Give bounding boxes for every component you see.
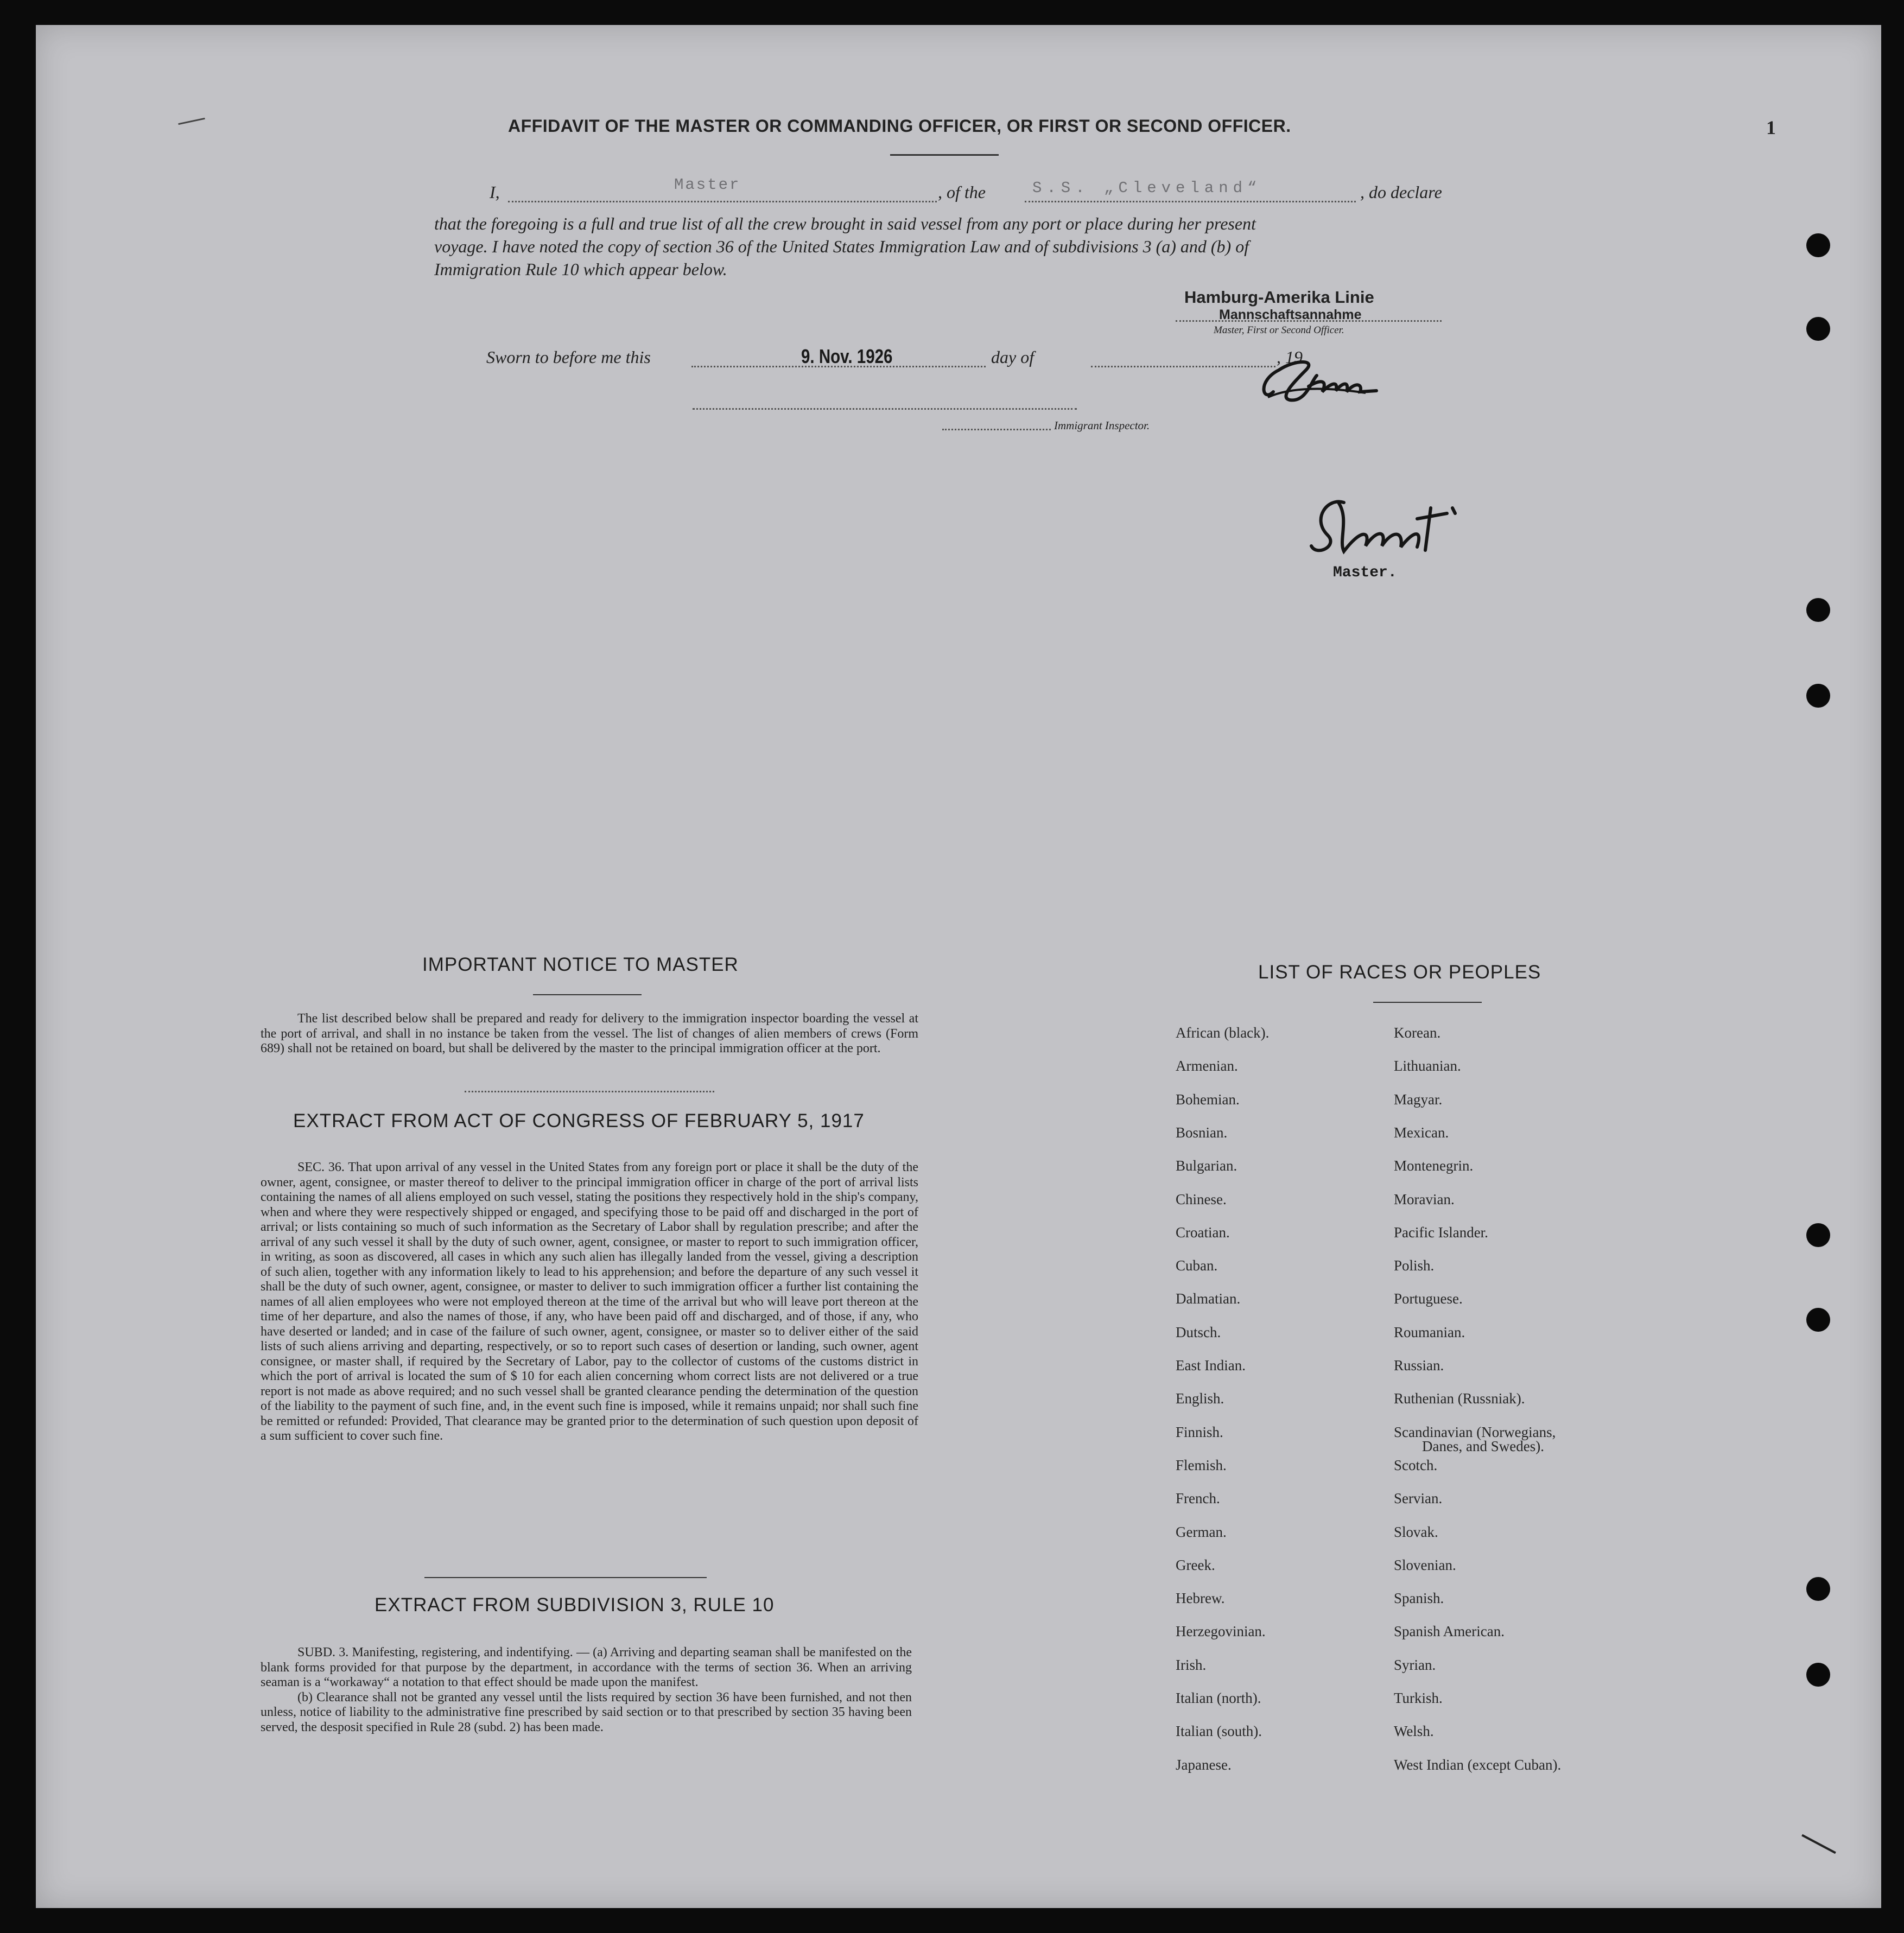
race-item: Korean. [1394,1025,1441,1041]
race-item: Cuban. [1176,1257,1218,1274]
notice-end-line [465,1091,714,1092]
day-of-label: day of [991,347,1034,367]
race-item: Dutsch. [1176,1324,1221,1340]
race-item: Slovak. [1394,1523,1438,1540]
race-item: German. [1176,1523,1227,1540]
subdivision-b-paragraph: (b) Clearance shall not be granted any vessel until the lists required by section 36 have been furnished, and not then unless, notice of liability to the administrative fine prescribed by said section or to that prescribed by section 35 having been served, the desposit specified in Rule 28 (subd. 2) has been made. [261,1690,912,1734]
company-stamp: Hamburg-Amerika Linie [1184,288,1374,307]
race-item: Mexican. [1394,1124,1449,1141]
act-extract-body [261,1160,918,1444]
officer-signature-line [1176,320,1442,322]
race-item: Finnish. [1176,1423,1223,1440]
race-item: African (black). [1176,1025,1270,1041]
declaration-line-4: Immigration Rule 10 which appear below. [434,259,727,279]
declaration-line-2: that the foregoing is a full and true list of all the crew brought in said vessel from any port or place during her present [434,214,1256,233]
race-item: Bosnian. [1176,1124,1228,1141]
binder-hole [1806,317,1830,341]
race-item: Portuguese. [1394,1290,1463,1307]
race-item: Scandinavian (Norwegians, [1394,1423,1556,1440]
corner-mark [178,118,205,125]
ship-name-line [1025,201,1356,202]
race-item: Greek. [1176,1556,1215,1573]
binder-hole [1806,598,1830,622]
race-item: Russian. [1394,1357,1444,1374]
race-item: Lithuanian. [1394,1058,1461,1074]
act-divider [424,1577,707,1578]
race-item: Croatian. [1176,1224,1230,1241]
race-item: Polish. [1394,1257,1435,1274]
race-item: Chinese. [1176,1191,1227,1207]
races-divider [1373,1002,1482,1003]
race-item: Italian (south). [1176,1723,1262,1740]
binder-hole [1806,1308,1830,1332]
race-item: Japanese. [1176,1756,1232,1773]
race-item: Montenegrin. [1394,1158,1474,1174]
page-mark: 1 [1766,117,1776,138]
declarant-name-line [508,201,937,202]
sworn-prefix: Sworn to before me this [486,347,651,367]
race-item: Armenian. [1176,1058,1238,1074]
races-right-column [1394,1025,1665,1839]
race-item: Servian. [1394,1490,1443,1507]
race-item: Welsh. [1394,1723,1434,1740]
race-item: Irish. [1176,1656,1207,1673]
declarant-rank: Master [674,176,741,194]
race-item: Turkish. [1394,1690,1443,1706]
officer-signature [1257,348,1382,408]
race-item: Scotch. [1394,1457,1438,1473]
notice-title: IMPORTANT NOTICE TO MASTER [422,954,739,975]
declarant-prefix: I, [490,182,500,202]
race-item: West Indian (except Cuban). [1394,1756,1562,1773]
race-item: Bohemian. [1176,1091,1240,1108]
do-declare-label: , do declare [1360,182,1442,202]
binder-hole [1806,1223,1830,1247]
subdivision-a-paragraph: SUBD. 3. Manifesting, registering, and indentifying. — (a) Arriving and departing seaman shall be manifested on the blank forms provided for that purpose by the department, in accordance with the terms of section 36. When an arriving seaman is a “workaway“ a notation to that effect should be made upon the manifest. [261,1645,912,1689]
section-36-paragraph: SEC. 36. That upon arrival of any vessel in the United States from any foreign port or place it shall be the duty of the owner, agent, consignee, or master thereof to deliver to the principal immigration officer in charge of the port of arrival lists containing the names of all aliens employed on such vessel, stating the positions they respectively hold in the ship's company, when and where they were respectively shipped or engaged, and specifying those to be paid off and discharged in the port of arrival; or lists containing so much of such information as the Secretary of Labor shall by regulation prescribe; and after the arrival of any such vessel it shall by the duty of such owner, agent, consignee, or master to report to such immigration officer, in writing, as soon as discovered, all cases in which any such alien has illegally landed from the vessel, giving a description of such alien, together with any information likely to lead to his apprehension; and before the departure of any such vessel it shall be the duty of such owner, agent, consignee, or master to deliver to such immigration officer a further list containing the names of all alien employees who were not employed thereon at the time of the arrival but who will leave port thereon at the time of her departure, and also the names of those, if any, who have been paid off and discharged, and of those, if any, who have deserted or landed; and in case of the failure of such owner, agent, consignee, or master so to deliver either of the said lists of such aliens arriving and departing, respectively, or so to report such cases of desertion or landing, such owner, agent consignee, or master shall, if required by the Secretary of Labor, pay to the collector of customs of the customs district in which the port of arrival is located the sum of $ 10 for each alien concerning whom correct lists are not delivered or a true report is not made as above required; and no such vessel shall be granted clearance pending the determination of the question of the liability to the payment of such fine, and, in the event such fine is imposed, while it remains unpaid; nor shall such fine be remitted or refunded: Provided, That clearance may be granted prior to the determination of such question upon deposit of a sum sufficient to cover such fine. [261,1160,918,1443]
officer-caption: Master, First or Second Officer. [1214,325,1344,336]
race-item: Magyar. [1394,1091,1443,1108]
sworn-date-stamp: 9. Nov. 1926 [801,345,893,367]
rule-extract-title: EXTRACT FROM SUBDIVISION 3, RULE 10 [375,1594,775,1616]
race-item: Ruthenian (Russniak). [1394,1390,1525,1407]
title-divider [890,154,999,156]
rule-extract-body [261,1645,912,1735]
race-item: English. [1176,1390,1224,1407]
notice-paragraph: The list described below shall be prepared and ready for delivery to the immigration inspector boarding the vessel at the port of arrival, and shall in no instance be taken from the vessel. The list of changes of alien members of crews (Form 689) shall not be retained on board, but shall be delivered by the master to the principal immigration officer at the port. [261,1012,918,1055]
race-item: Italian (north). [1176,1690,1261,1706]
race-item-continuation: Danes, and Swedes). [1422,1438,1544,1454]
year-prefix: , 19 [1277,347,1303,367]
races-title: LIST OF RACES OR PEOPLES [1258,962,1541,983]
race-item: Moravian. [1394,1191,1455,1207]
inspector-signature-line [693,408,1077,410]
of-the-label: , of the [938,182,986,202]
race-item: French. [1176,1490,1220,1507]
race-item: Dalmatian. [1176,1290,1241,1307]
race-item: Spanish American. [1394,1623,1505,1640]
race-item: Herzegovinian. [1176,1623,1266,1640]
race-item: Slovenian. [1394,1556,1456,1573]
race-item: Pacific Islander. [1394,1224,1488,1241]
declaration-line-3: voyage. I have noted the copy of section 36 of the United States Immigration Law and of subdivisions 3 (a) and (b) of [434,237,1249,256]
binder-hole [1806,1577,1830,1601]
race-item: Bulgarian. [1176,1158,1237,1174]
race-item: Roumanian. [1394,1324,1465,1340]
sworn-line [486,347,1355,380]
race-item: Flemish. [1176,1457,1227,1473]
inspector-caption-line [942,429,1051,430]
document-page [36,25,1881,1908]
races-left-column [1176,1025,1371,1839]
affidavit-title: AFFIDAVIT OF THE MASTER OR COMMANDING OFFICER, OR FIRST OR SECOND OFFICER. [508,116,1291,136]
notice-body [261,1012,918,1057]
race-item: Syrian. [1394,1656,1436,1673]
act-extract-title: EXTRACT FROM ACT OF CONGRESS OF FEBRUARY 5, 1917 [293,1110,865,1131]
department-stamp: Mannschaftsannahme [1219,307,1362,322]
binder-hole [1806,684,1830,708]
binder-hole [1806,1663,1830,1687]
ship-name: S.S. „Cleveland“ [1032,179,1262,197]
notice-divider [533,994,642,995]
race-item: Hebrew. [1176,1590,1225,1607]
corner-mark [1801,1834,1836,1854]
race-item: East Indian. [1176,1357,1246,1374]
inspector-caption: Immigrant Inspector. [1054,419,1150,432]
binder-hole [1806,233,1830,257]
master-caption: Master. [1333,564,1397,581]
declaration-line-1 [490,176,1499,207]
race-item: Spanish. [1394,1590,1444,1607]
month-line [1091,366,1275,367]
master-signature [1306,486,1485,568]
